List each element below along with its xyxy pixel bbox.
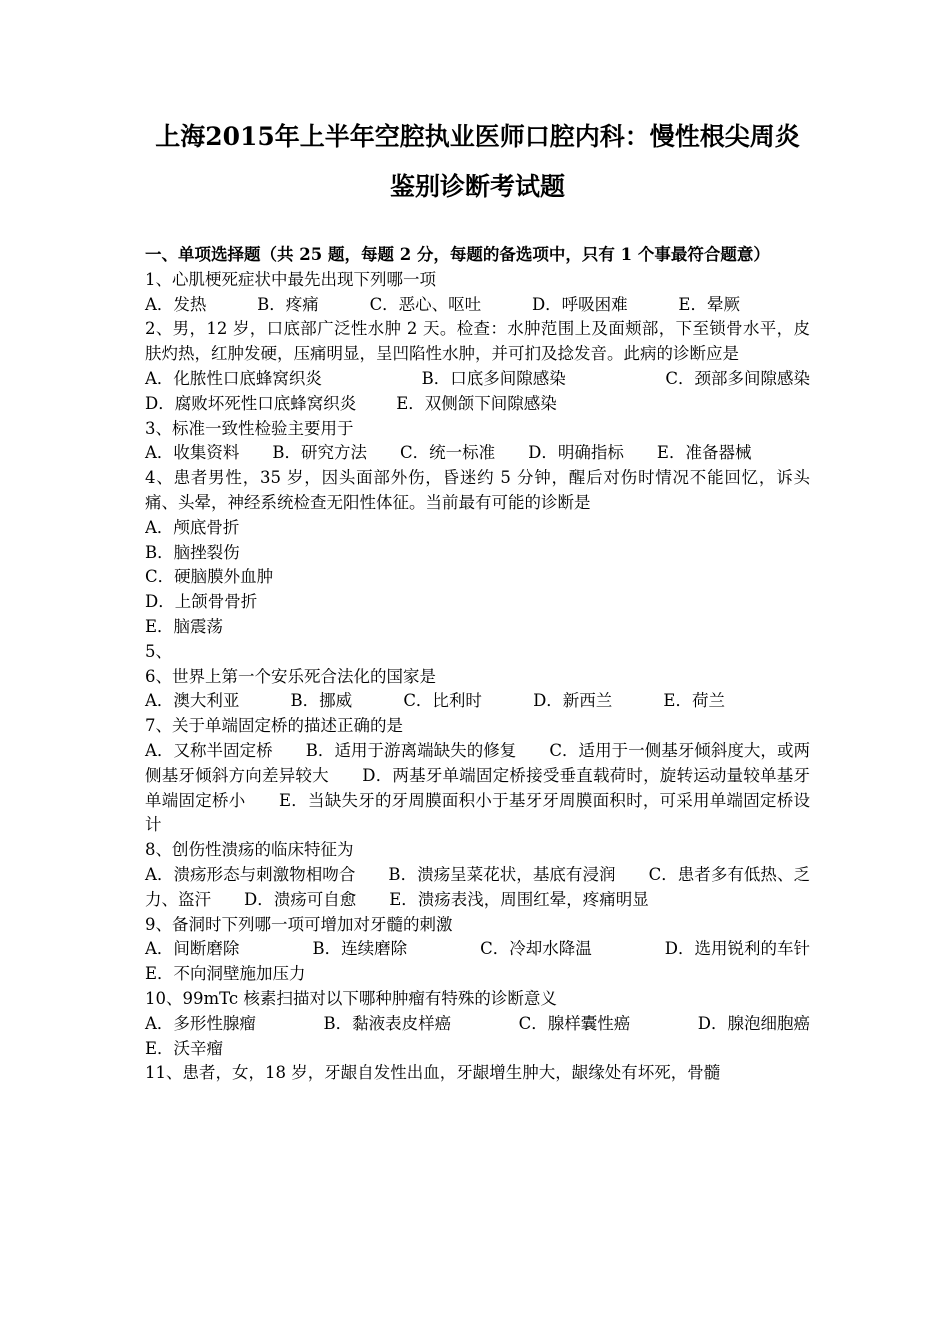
question-7: 7、关于单端固定桥的描述正确的是 [145,716,403,736]
question-11: 11、患者，女，18 岁，牙龈自发性出血，牙龈增生肿大，龈缘处有坏死，骨髓 [145,1063,721,1083]
question-3: 3、标准一致性检验主要用于 [145,418,354,438]
question-3-options: A．收集资料 B．研究方法 C．统一标准 D．明确指标 E．准备器械 [145,443,752,463]
question-2-options-row-1 [145,367,810,392]
question-2: 2、男，12 岁，口底部广泛性水肿 2 天。检查：水肿范围上及面颊部，下至锁骨水平，皮肤灼热，红肿发硬，压痛明显，呈凹陷性水肿，并可扪及捻发音。此病的诊断应是 [145,319,810,364]
option: B．脑挫裂伤 [145,542,240,562]
option: D．呼吸困难 [531,294,628,314]
option: E．双侧颌下间隙感染 [396,393,557,413]
option: D．腺泡细胞癌 [697,1013,810,1033]
option: A．多形性腺瘤 [145,1013,256,1033]
option: B．挪威 [290,691,353,711]
option: A．发热 [145,294,207,314]
question-8-options: A．溃疡形态与刺激物相吻合 B．溃疡呈菜花状，基底有浸润 C．患者多有低热、乏力、盗汗 D．溃疡可自愈 E．溃疡表浅，周围红晕，疼痛明显 [145,864,810,909]
question-9-options-row-2: E．不向洞壁施加压力 [145,964,306,984]
option: C．恶心、呕吐 [369,294,482,314]
option: A．澳大利亚 [145,691,240,711]
option: B．疼痛 [257,294,319,314]
question-1-options [145,293,810,318]
question-8: 8、创伤性溃疡的临床特征为 [145,840,354,860]
option: A．间断磨除 [145,939,240,959]
document-title-line-2: 鉴别诊断考试题 [389,172,565,201]
question-9: 9、备洞时下列哪一项可增加对牙髓的刺激 [145,914,453,934]
option: A．化脓性口底蜂窝织炎 [145,368,322,388]
question-2-options-row-2 [145,392,810,417]
option: B．口底多间隙感染 [421,368,566,388]
option: C．硬脑膜外血肿 [145,567,274,587]
option: B．黏液表皮样癌 [323,1013,452,1033]
option: D．上颌骨骨折 [145,592,258,612]
question-1: 1、心肌梗死症状中最先出现下列哪一项 [145,269,436,289]
option: D．新西兰 [533,691,613,711]
question-10: 10、99mTc 核素扫描对以下哪种肿瘤有特殊的诊断意义 [145,988,557,1008]
document-page [145,0,810,1086]
option: D．腐败坏死性口底蜂窝织炎 [145,393,357,413]
option: E．脑震荡 [145,616,224,636]
question-5: 5、 [145,641,172,661]
option: C．比利时 [403,691,482,711]
question-10-options-row-2: E．沃辛瘤 [145,1038,224,1058]
option: C．颈部多间隙感染 [665,368,810,388]
document-title-line-1: 上海2015年上半年空腔执业医师口腔内科：慢性根尖周炎 [155,122,800,151]
option: C．腺样囊性癌 [518,1013,631,1033]
question-6-options [145,689,810,714]
option: E．晕厥 [678,294,740,314]
option: B．连续磨除 [312,939,408,959]
question-10-options-row-1 [145,1012,810,1037]
question-6: 6、世界上第一个安乐死合法化的国家是 [145,666,436,686]
question-7-options: A．又称半固定桥 B．适用于游离端缺失的修复 C．适用于一侧基牙倾斜度大，或两侧基牙倾斜方向差异较大 D．两基牙单端固定桥接受垂直载荷时，旋转运动量较单基牙单端固定桥小 E．当缺失牙的牙周膜面积小于基牙牙周膜面积时，可采用单端固定桥设计 [145,740,810,835]
option: A．颅底骨折 [145,517,240,537]
section-heading: 一、单项选择题（共 25 题，每题 2 分，每题的备选项中，只有 1 个事最符合题意） [145,245,770,264]
option: C．冷却水降温 [480,939,592,959]
option: E．荷兰 [663,691,725,711]
option: D．选用锐利的车针 [664,939,810,959]
question-4: 4、患者男性，35 岁，因头面部外伤，昏迷约 5 分钟，醒后对伤时情况不能回忆，诉头痛、头晕，神经系统检查无阳性体征。当前最有可能的诊断是 [145,468,810,512]
question-9-options-row-1 [145,937,810,962]
